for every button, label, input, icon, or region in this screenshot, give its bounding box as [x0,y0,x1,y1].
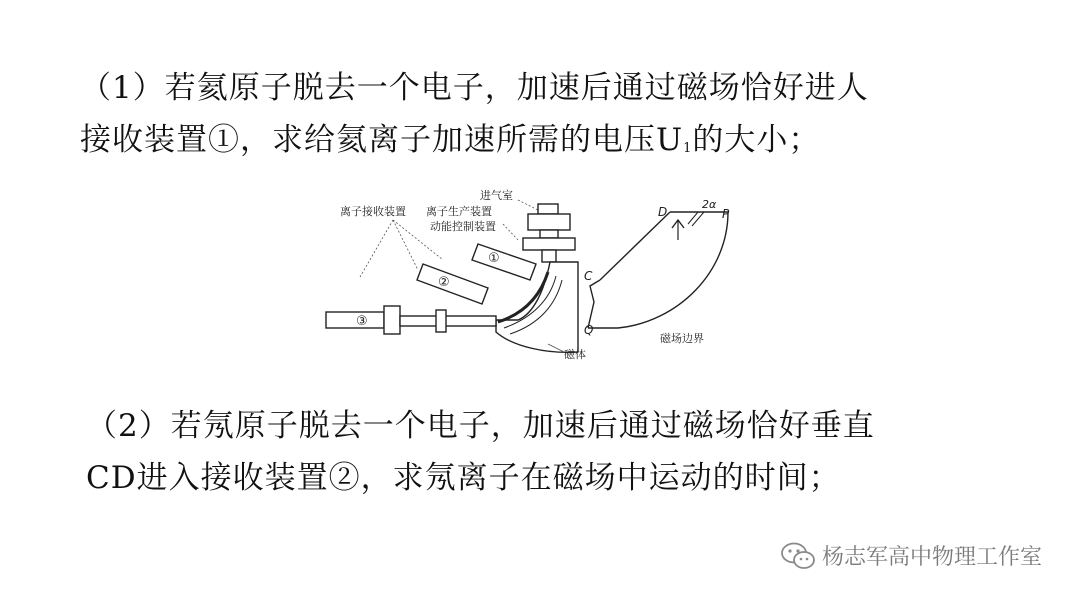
point-d-label: D [658,205,668,219]
question-1-line-2 [80,114,869,175]
question-1-line-2-prefix: 接收装置①，求给氦离子加速所需的电压U [80,122,684,158]
label-field-boundary: 磁场边界 [660,332,704,345]
slot-3-label: ③ [356,314,368,329]
label-kinetic-control: 动能控制装置 [430,220,496,233]
point-q-label: Q [584,323,594,337]
question-2 [86,400,875,504]
slot-1-label: ① [488,251,500,266]
voltage-subscript: 1 [683,141,693,156]
question-2-line-1: （2）若氖原子脱去一个电子，加速后通过磁场恰好垂直 [86,408,875,444]
wechat-icon [780,541,816,571]
question-2-line-2: CD进入接收装置②，求氖离子在磁场中运动的时间； [86,460,841,496]
magnet-body [496,262,578,352]
label-magnet: 磁体 [564,348,586,361]
apparatus-figure [318,182,728,372]
question-1 [80,62,869,175]
field-boundary [588,212,728,328]
question-1-line-1: （1）若氦原子脱去一个电子，加速后通过磁场恰好进人 [80,70,869,106]
angle-label: 2α [702,198,717,211]
label-ion-generator: 离子生产装置 [426,205,492,218]
label-ion-receiver: 离子接收装置 [340,205,406,218]
slot-2-label: ② [438,275,450,290]
label-intake-chamber: 进气室 [480,189,513,202]
watermark [780,540,1042,571]
watermark-text: 杨志军高中物理工作室 [821,545,1042,570]
point-c-label: C [584,269,593,283]
question-1-line-2-suffix: 的大小； [692,122,821,158]
generator-stack [523,204,575,262]
point-p-label: P [722,207,730,221]
